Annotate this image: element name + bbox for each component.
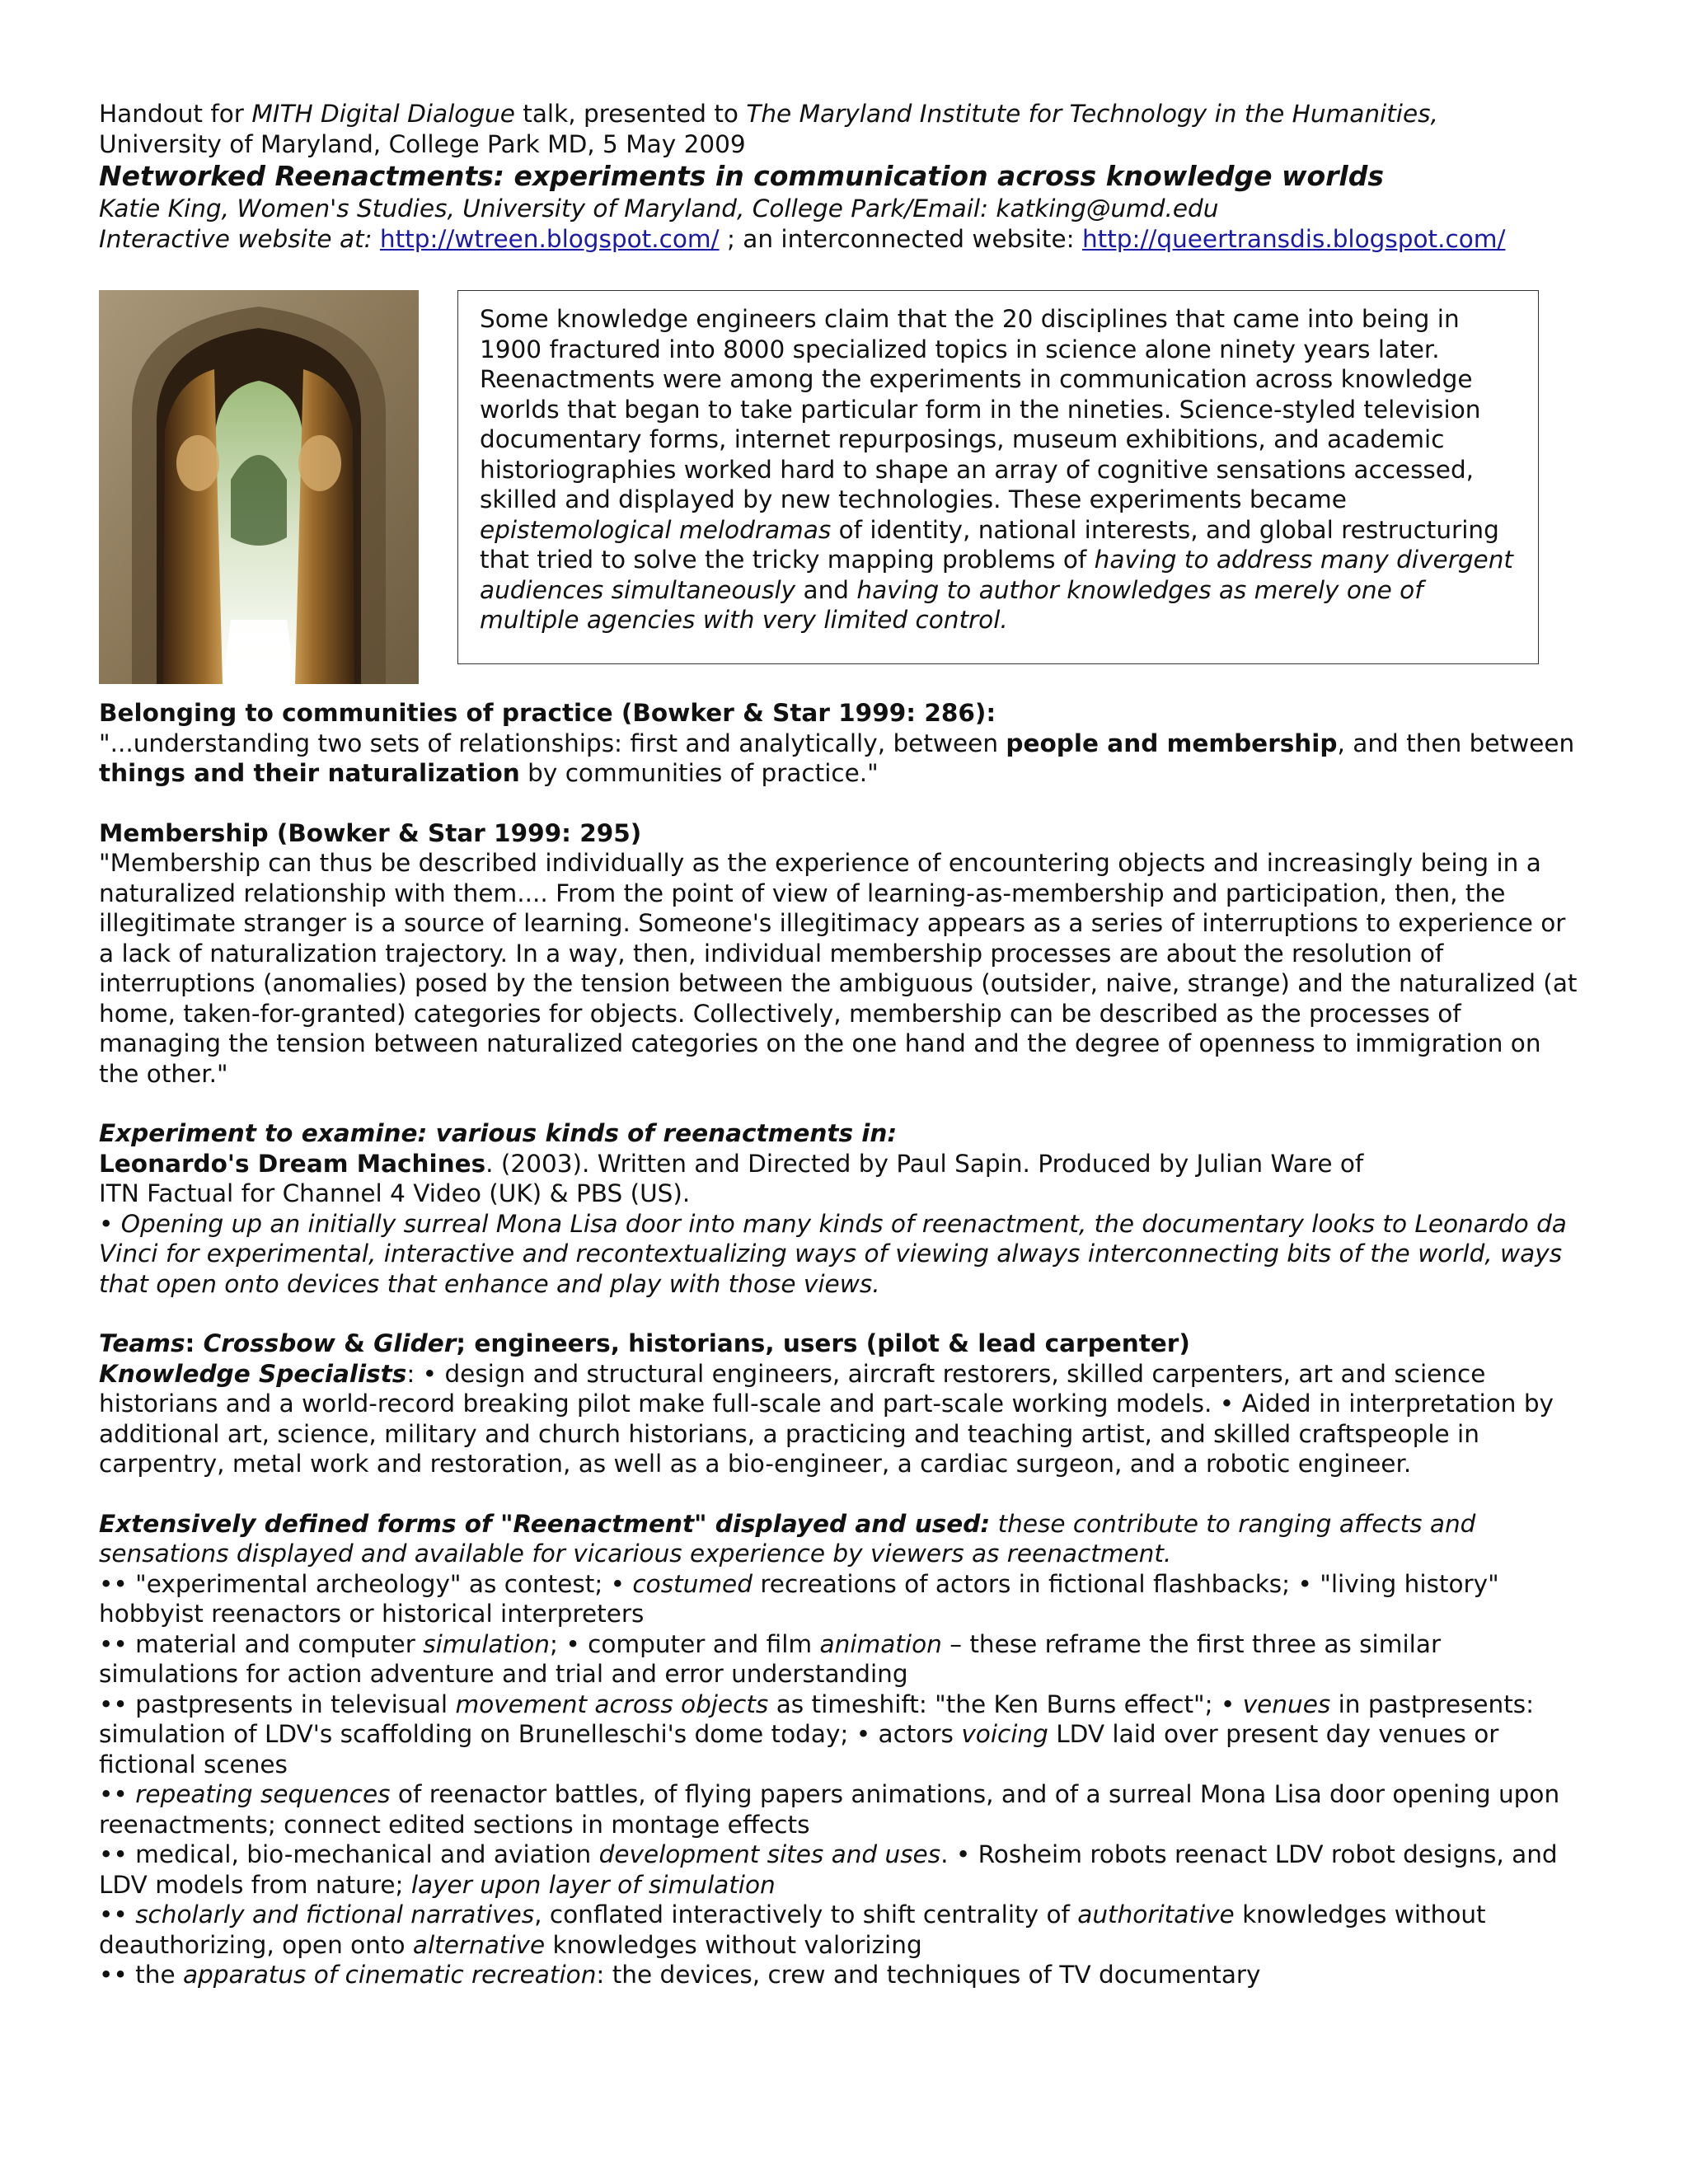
abstract-emphasis: having to author knowledges as merely one of multiple agencies with very limited control. [480,575,1423,634]
abstract-text [480,304,1517,635]
bullet-text: of reenactor battles, of flying papers animations, and of a surreal Mona Lisa door opening upon reenactments; connect edited sections in montage effects [99,1780,1560,1839]
section-heading-forms: Extensively defined forms of "Reenactment" displayed and used: [99,1509,991,1538]
quote-text: by communities of practice." [519,759,879,787]
film-citation-line-2: ITN Factual for Channel 4 Video (UK) & PBS (US). [99,1179,691,1207]
bullet-text: •• pastpresents in televisual [99,1690,456,1718]
heading-part: : [185,1329,204,1357]
header-text: Handout for [99,100,252,128]
photo-illustration [99,290,419,684]
heading-part: Crossbow [203,1329,335,1357]
abstract-emphasis: having to address many divergent audiences simultaneously [480,546,1513,604]
abstract-segment: of identity, national interests, and global restructuring that tried to solve the tricky mapping problems of [480,515,1499,574]
forms-bullet-5 [99,1840,1582,1900]
quote-text: , and then between [1337,729,1575,757]
forms-bullet-2 [99,1629,1582,1690]
heading-part: Glider [373,1329,457,1357]
bullet-text: •• [99,1900,136,1929]
website-link-wtreen[interactable]: http://wtreen.blogspot.com/ [379,224,720,253]
institute-name: The Maryland Institute for Technology in the Humanities, [746,100,1438,128]
membership-quote: "Membership can thus be described individually as the experience of encountering objects and increasingly being in a naturalized relationship with them.... From the point of view of learning-as-membership and participation, then, the illegitimate stranger is a source of learning. Someone's illegitimacy appears as a series of interruptions to experience or a lack of naturalization trajectory. In a way, then, individual membership processes are about the resolution of interruptions (anomalies) posed by the tension between the ambiguous (outsider, naive, strange) and the naturalized (at home, taken-for-granted) categories for objects. Collectively, membership can be described as the processes of managing the tension between naturalized categories on the one hand and the degree of openness to immigration on the other." [99,849,1578,1088]
bullet-emphasis: costumed [632,1569,753,1598]
quote-bold: people and membership [1006,729,1338,757]
abstract-box [457,290,1539,664]
handout-page [99,99,1582,1990]
bullet-text: – these reframe the first three as similar simulations for action adventure and trial and error understanding [99,1629,1442,1688]
section-heading-experiment: Experiment to examine: various kinds of reenactments in: [99,1119,898,1147]
membership-section [99,818,1582,1090]
bullet-emphasis: layer upon layer of simulation [410,1870,776,1899]
abstract-emphasis: epistemological melodramas [480,515,832,544]
knowledge-specialists [99,1359,1582,1479]
bullet-text: •• the [99,1961,183,1989]
quote-text: "...understanding two sets of relationships: first and analytically, between [99,729,1006,757]
bullet-text: •• medical, bio-mechanical and aviation [99,1840,599,1868]
bullet-text: : the devices, crew and techniques of TV documentary [596,1961,1261,1989]
mona-lisa-door-photo [99,290,419,684]
heading-part: & [335,1329,374,1357]
bullet-text: •• material and computer [99,1629,424,1658]
bullet-emphasis: animation [819,1629,942,1658]
figure-row [99,290,1582,698]
teams-section [99,1329,1582,1479]
film-credits: . (2003). Written and Directed by Paul Sapin. Produced by Julian Ware of [485,1149,1364,1178]
header-line-1 [99,99,1582,129]
page-title: Networked Reenactments: experiments in communication across knowledge worlds [99,160,1385,192]
bullet-text: , conflated interactively to shift centrality of [534,1900,1078,1929]
section-heading-membership: Membership (Bowker & Star 1999: 295) [99,818,642,847]
bullet-emphasis: authoritative [1077,1900,1235,1929]
website-link-queertransdis[interactable]: http://queertransdis.blogspot.com/ [1081,224,1506,253]
forms-heading-rest: these contribute to ranging affects and sensations displayed and available for vicarious experience by viewers as reenactment. [99,1509,1476,1568]
website-label: Interactive website at: [99,224,380,253]
bullet-text: as timeshift: "the Ken Burns effect"; • [768,1690,1243,1718]
bullet-text: . • Rosheim robots reenact LDV robot designs, and LDV models from nature; [99,1840,1558,1899]
forms-bullet-7 [99,1960,1582,1990]
film-citation [99,1149,1582,1179]
talk-series-name: MITH Digital Dialogue [251,100,515,128]
forms-bullet-4 [99,1779,1582,1840]
header-line-2: University of Maryland, College Park MD, 5 May 2009 [99,129,746,158]
bullet-emphasis: voicing [961,1720,1048,1748]
bullet-emphasis: movement across objects [455,1690,769,1718]
knowledge-specialists-label: Knowledge Specialists [99,1359,407,1388]
bullet-text: ; • computer and film [550,1629,820,1658]
abstract-segment: and [795,575,857,604]
bullet-emphasis: simulation [423,1629,550,1658]
experiment-section [99,1118,1582,1299]
section-heading-teams [99,1329,1582,1359]
knowledge-specialists-text: : • design and structural engineers, aircraft restorers, skilled carpenters, art and science historians and a world-record breaking pilot make full-scale and part-scale working models. • Aided in interpretation by additional art, science, military and church historians, a practicing and teaching artist, and skilled craftspeople in carpentry, metal work and restoration, as well as a bio-engineer, a cardiac surgeon, and a robotic engineer. [99,1359,1554,1478]
forms-heading-paragraph [99,1509,1582,1569]
experiment-bullet: • Opening up an initially surreal Mona Lisa door into many kinds of reenactment, the documentary looks to Leonardo da Vinci for experimental, interactive and recontextualizing ways of viewing always interconnecting bits of the world, ways that open onto devices that enhance and play with those views. [99,1209,1567,1298]
belonging-quote [99,729,1582,789]
section-heading-belonging: Belonging to communities of practice (Bowker & Star 1999: 286): [99,699,996,727]
heading-part: ; engineers, historians, users (pilot & lead carpenter) [456,1329,1190,1357]
forms-bullet-6 [99,1900,1582,1960]
bullet-text: LDV laid over present day venues or fictional scenes [99,1720,1499,1779]
forms-bullet-1 [99,1569,1582,1629]
bullet-text: knowledges without deauthorizing, open onto [99,1900,1486,1959]
forms-bullet-3 [99,1690,1582,1780]
bullet-emphasis: scholarly and fictional narratives [135,1900,535,1929]
bullet-emphasis: apparatus of cinematic recreation [182,1961,597,1989]
website-mid-text: ; an interconnected website: [719,224,1082,253]
author-line: Katie King, Women's Studies, University of Maryland, College Park/Email: katking@umd.edu [99,194,1219,223]
bullet-text: knowledges without valorizing [545,1930,922,1959]
bullet-text: •• "experimental archeology" as contest; • [99,1569,633,1598]
website-line [99,224,1582,255]
header-text: talk, presented to [514,100,747,128]
heading-part: Teams [99,1329,185,1357]
bullet-text: •• [99,1780,136,1808]
bullet-text: recreations of actors in fictional flashbacks; • "living history" hobbyist reenactors or historical interpreters [99,1569,1499,1628]
belonging-section [99,698,1582,789]
forms-section [99,1509,1582,1990]
bullet-emphasis: development sites and uses [598,1840,941,1868]
bullet-emphasis: venues [1242,1690,1331,1718]
quote-bold: things and their naturalization [99,759,520,787]
film-title: Leonardo's Dream Machines [99,1149,486,1178]
abstract-segment: Some knowledge engineers claim that the 20 disciplines that came into being in 1900 fractured into 8000 specialized topics in science alone ninety years later. Reenactments were among the experiments in communication across knowledge worlds that began to take particular form in the nineties. Science-styled television documentary forms, internet repurposings, museum exhibitions, and academic historiographies worked hard to shape an array of cognitive sensations accessed, skilled and displayed by new technologies. These experiments became [480,305,1481,513]
bullet-emphasis: alternative [412,1930,546,1959]
bullet-emphasis: repeating sequences [135,1780,391,1808]
bullet-text: in pastpresents: simulation of LDV's scaffolding on Brunelleschi's dome today; • actors [99,1690,1535,1748]
